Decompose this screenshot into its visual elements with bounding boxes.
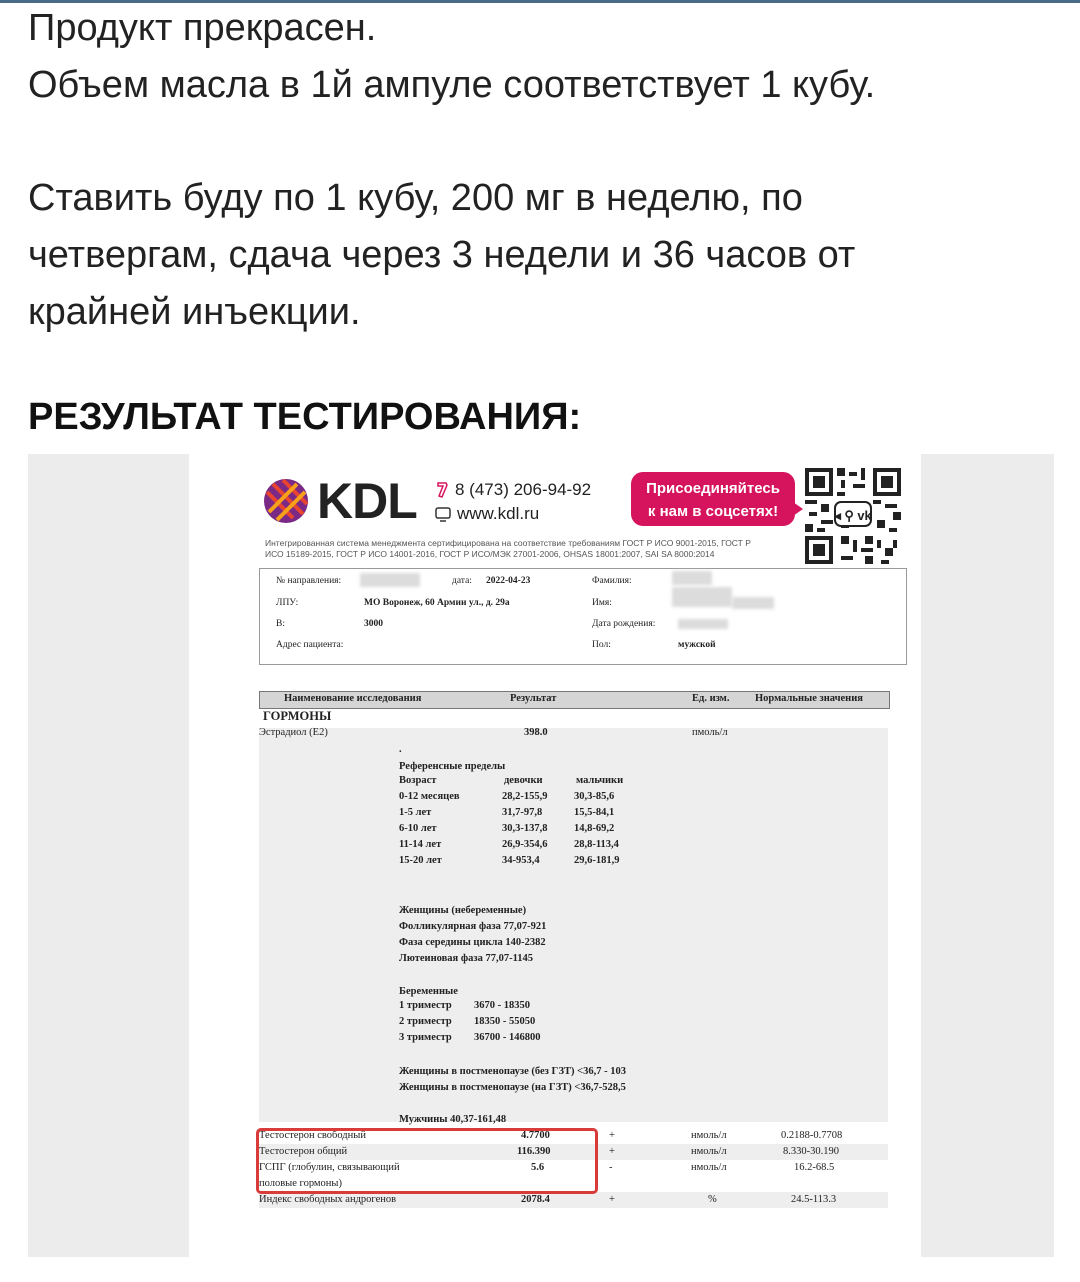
men-block [399,1112,506,1128]
lab-contacts [435,478,591,526]
redacted-name-2 [732,597,774,609]
row-norm: 8.330-30.190 [783,1146,839,1157]
cert-line-2: ИСО 15189-2015, ГОСТ Р ИСО 14001-2016, ГОСТ Р ИСО/МЭК 27001-2006, OHSAS 18001:2007, SAI SA 8000:2014 [265,549,715,559]
col-name: Наименование исследования [284,693,422,704]
women-title: Женщины (небеременные) [399,905,527,916]
post-line: крайней инъекции. [28,291,361,333]
social-line-2: к нам в соцсетях! [647,503,779,520]
postmenopause-row: Женщины в постменопаузе (без ГЗТ) <36,7 - 103 [399,1066,626,1077]
ref-cell: 30,3-85,6 [574,791,615,802]
site-line [435,502,591,526]
ref-cell: 14,8-69,2 [574,823,615,834]
ref-cell: 34-953,4 [502,855,540,866]
row-flag: + [609,1194,615,1205]
ref-header-cell: Возраст [399,775,437,786]
row-norm: 0.2188-0.7708 [781,1130,843,1141]
row-value: 5.6 [531,1162,545,1173]
site-link[interactable]: www.kdl.ru [457,504,540,523]
post-line: Продукт прекрасен. [28,7,377,49]
lpu-value: МО Воронеж, 60 Армии ул., д. 29а [364,598,510,608]
col-result: Результат [510,693,557,704]
estradiol-block [259,728,888,1122]
social-banner[interactable] [631,472,795,526]
ref-cell: 0-12 месяцев [399,791,460,802]
sex-label: Пол: [592,640,611,650]
ref-cell: 1-5 лет [399,807,432,818]
row-norm: 16.2-68.5 [794,1162,835,1173]
ref-cell: 29,6-181,9 [574,855,620,866]
post-line: четвергам, сдача через 3 недели и 36 часов от [28,234,856,276]
estradiol-unit: пмоль/л [692,727,728,738]
ref-cell: 28,2-155,9 [502,791,548,802]
redacted-dob [678,619,728,629]
ref-title: Референсные пределы [399,761,506,772]
row-flag: + [609,1130,615,1141]
row-norm: 24.5-113.3 [791,1194,837,1205]
row-name: Тестостерон свободный [259,1130,366,1141]
phone-line [435,478,591,502]
reference-ranges [399,759,505,775]
row-flag: + [609,1146,615,1157]
date-label: дата: [452,576,472,586]
phone-icon [435,482,449,498]
women-row: Лютеиновая фаза 77,07-1145 [399,953,533,964]
postmenopause-row: Женщины в постменопаузе (на ГЗТ) <36,7-528,5 [399,1082,626,1093]
women-row: Фолликулярная фаза 77,07-921 [399,921,547,932]
pregnant-trimester: 2 триместр [399,1016,452,1027]
row-name: Тестостерон общий [259,1146,348,1157]
postmenopause-block [399,1064,626,1096]
col-norm: Нормальные значения [755,693,863,704]
pregnant-range: 18350 - 55050 [474,1016,536,1027]
surname-label: Фамилия: [592,576,632,586]
row-unit: нмоль/л [691,1162,727,1173]
date-value: 2022-04-23 [486,576,531,586]
ref-cell: 28,8-113,4 [574,839,619,850]
post-line: Объем масла в 1й ампуле соответствует 1 кубу. [28,64,876,106]
highlight-box [256,1128,598,1194]
post-paragraph-1 [28,0,875,114]
pregnant-block [399,984,458,1000]
ref-cell: 6-10 лет [399,823,437,834]
pregnant-trimester: 1 триместр [399,1000,452,1011]
results-table-header [259,691,890,709]
women-row: Фаза середины цикла 140-2382 [399,937,546,948]
pregnant-trimester: 3 триместр [399,1032,452,1043]
certification-text [265,538,805,560]
dot-mark: . [399,744,402,755]
monitor-icon [435,507,451,522]
row-name: ГСПГ (глобулин, связывающий [259,1162,400,1173]
name-label: Имя: [592,598,612,608]
patient-info-box [259,568,907,665]
ref-cell: 11-14 лет [399,839,442,850]
section-title: ГОРМОНЫ [263,709,332,723]
row-flag: - [609,1162,613,1173]
kdl-logo-icon [263,478,309,524]
v-label: В: [276,619,285,629]
dob-label: Дата рождения: [592,619,656,629]
v-value: 3000 [364,619,383,629]
lab-report-page [189,454,921,1257]
post-line: Ставить буду по 1 кубу, 200 мг в неделю, по [28,177,803,219]
pregnant-title: Беременные [399,986,458,997]
row-unit: нмоль/л [691,1130,727,1141]
ref-header-cell: мальчики [576,775,624,786]
estradiol-name: Эстрадиол (E2) [259,727,328,738]
address-label: Адрес пациента: [276,640,344,650]
ref-header-cell: девочки [504,775,543,786]
men-row: Мужчины 40,37-161,48 [399,1114,507,1125]
svg-text:◂ ⚲ vk: ◂ ⚲ vk [834,508,872,523]
row-value: 116.390 [517,1146,551,1157]
social-line-1: Присоединяйтесь [646,480,780,497]
cert-line-1: Интегрированная система менеджмента сертифицирована на соответствие требованиям ГОСТ Р ИСО 9001-2015, ГОСТ Р [265,538,751,548]
phone-number[interactable]: 8 (473) 206-94-92 [455,480,592,499]
ref-cell: 31,7-97,8 [502,807,543,818]
pregnant-range: 36700 - 146800 [474,1032,541,1043]
women-block [399,903,546,967]
row-name-cont: половые гормоны) [259,1178,342,1188]
row-value: 2078.4 [521,1194,550,1205]
kdl-logo-text: KDL [317,473,417,529]
ref-cell: 26,9-354,6 [502,839,548,850]
referral-label: № направления: [276,576,342,586]
post-paragraph-2 [28,170,855,341]
sex-value: мужской [678,640,716,650]
qr-code-icon [805,468,901,564]
lpu-label: ЛПУ: [276,598,299,608]
ref-cell: 15-20 лет [399,855,442,866]
redacted-surname [672,571,712,585]
results-heading: РЕЗУЛЬТАТ ТЕСТИРОВАНИЯ: [28,396,582,438]
row-unit: нмоль/л [691,1146,727,1157]
pregnant-range: 3670 - 18350 [474,1000,530,1011]
ref-cell: 15,5-84,1 [574,807,615,818]
row-unit: % [708,1194,717,1205]
redacted-referral [360,573,420,587]
estradiol-value: 398.0 [524,727,548,738]
col-unit: Ед. изм. [692,693,730,704]
table-row [259,1192,888,1208]
redacted-name [672,587,732,607]
ref-cell: 30,3-137,8 [502,823,548,834]
row-name: Индекс свободных андрогенов [259,1194,397,1205]
row-value: 4.7700 [521,1130,550,1141]
lab-report-image[interactable] [28,454,1054,1257]
